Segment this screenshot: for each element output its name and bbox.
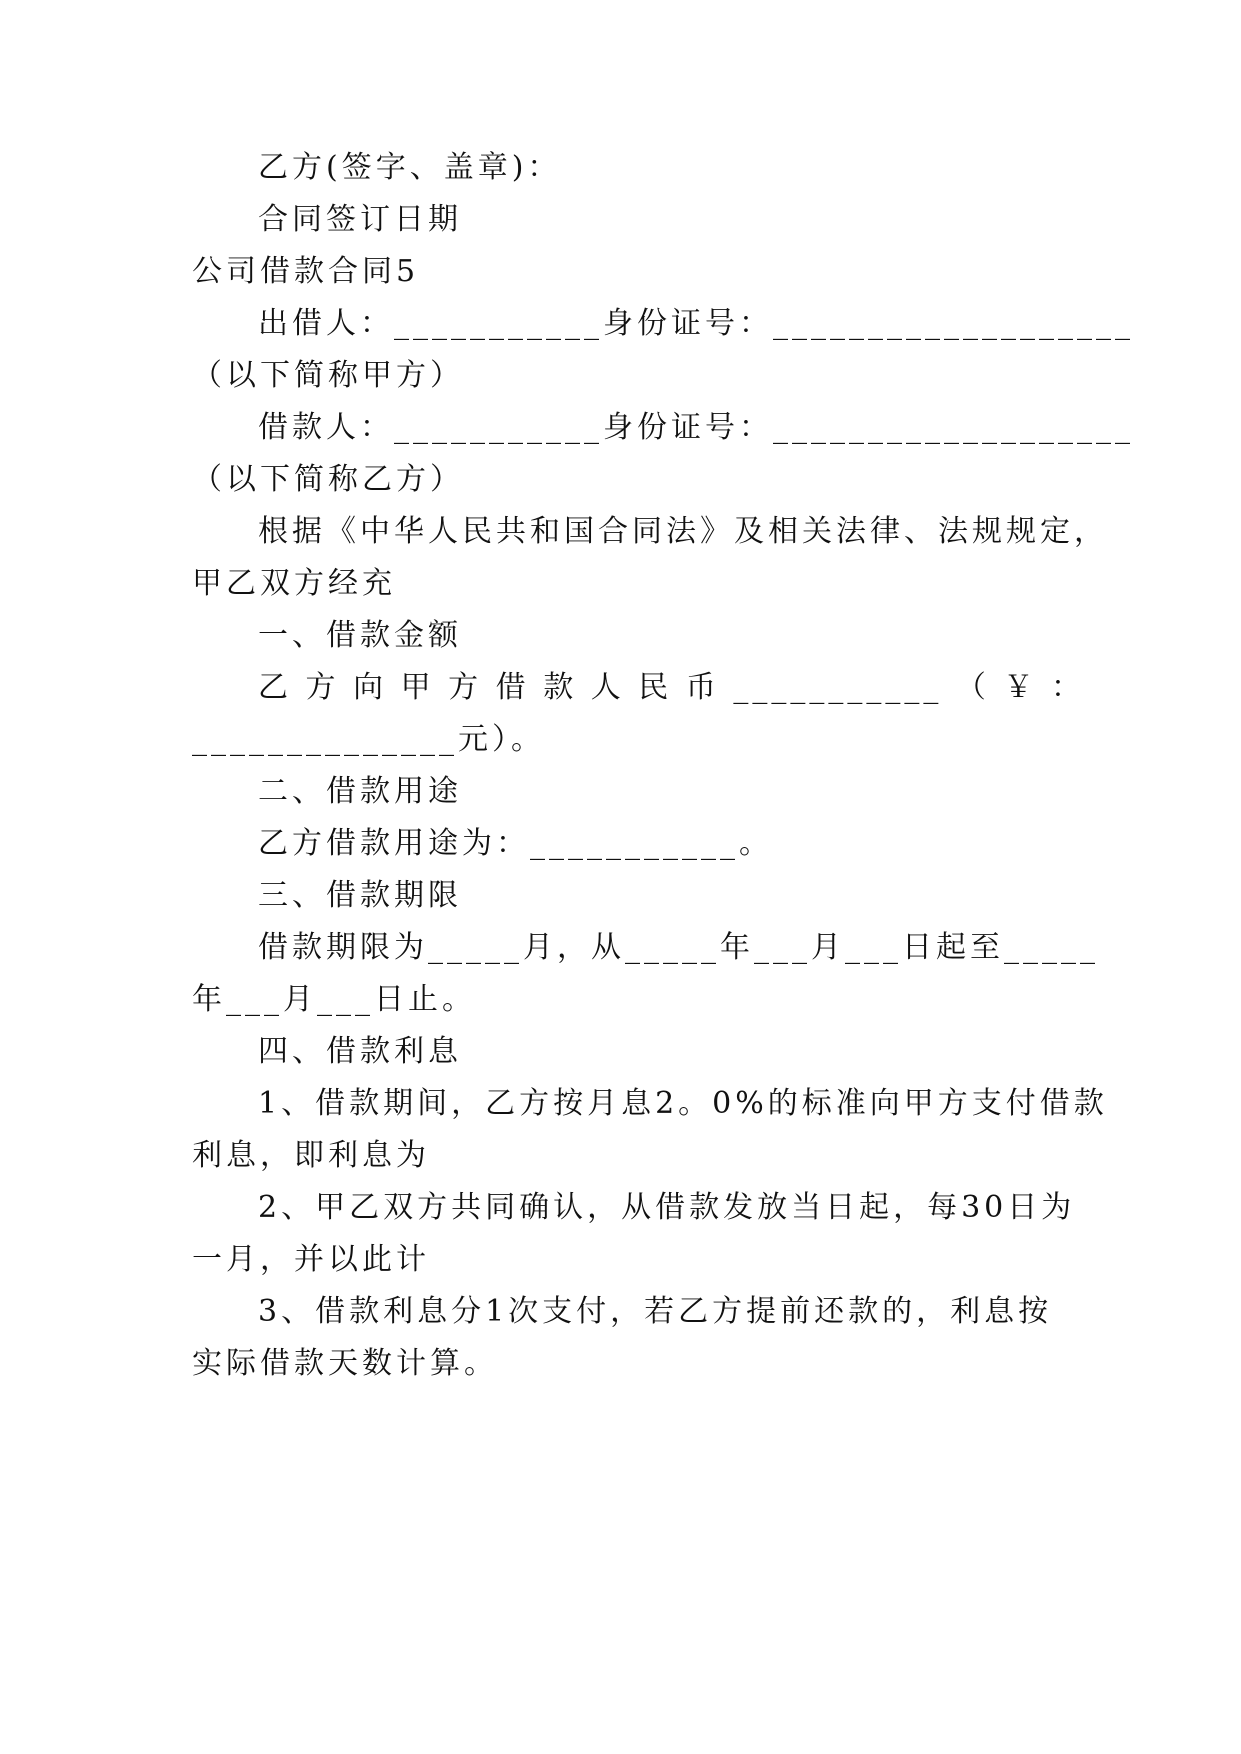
- section-loan-term: 三、借款期限: [258, 878, 462, 913]
- lender-line: 出借人：___________身份证号：___________________: [258, 306, 1134, 341]
- interest-clause-1-continuation: 利息，即利息为: [192, 1138, 430, 1173]
- loan-purpose-line: 乙方借款用途为：___________。: [258, 826, 773, 861]
- section-loan-purpose: 二、借款用途: [258, 774, 462, 809]
- loan-amount-continuation: ______________元）。: [192, 722, 545, 757]
- section-loan-amount: 一、借款金额: [258, 618, 462, 653]
- legal-basis-continuation: 甲乙双方经充: [192, 566, 396, 601]
- contract-date-label: 合同签订日期: [258, 202, 462, 237]
- interest-clause-1: 1、借款期间，乙方按月息2。0%的标准向甲方支付借款: [258, 1086, 1108, 1121]
- loan-term-line: 借款期限为_____月，从_____年___月___日起至_____: [258, 930, 1099, 965]
- interest-clause-2-continuation: 一月，并以此计: [192, 1242, 430, 1277]
- lender-abbreviation: （以下简称甲方）: [192, 358, 464, 393]
- interest-clause-3: 3、借款利息分1次支付，若乙方提前还款的，利息按: [258, 1294, 1053, 1329]
- interest-clause-2: 2、甲乙双方共同确认，从借款发放当日起，每30日为: [258, 1190, 1076, 1225]
- legal-basis-paragraph: 根据《中华人民共和国合同法》及相关法律、法规规定，: [258, 514, 1108, 549]
- contract-title: 公司借款合同5: [192, 254, 420, 289]
- borrower-line: 借款人：___________身份证号：___________________: [258, 410, 1134, 445]
- loan-term-continuation: 年___月___日止。: [192, 982, 476, 1017]
- signature-party-b: 乙方(签字、盖章)：: [258, 150, 562, 185]
- loan-amount-line: 乙 方 向 甲 方 借 款 人 民 币 ___________ （ ￥ ：: [258, 670, 1085, 705]
- section-loan-interest: 四、借款利息: [258, 1034, 462, 1069]
- borrower-abbreviation: （以下简称乙方）: [192, 462, 464, 497]
- interest-clause-3-continuation: 实际借款天数计算。: [192, 1346, 498, 1381]
